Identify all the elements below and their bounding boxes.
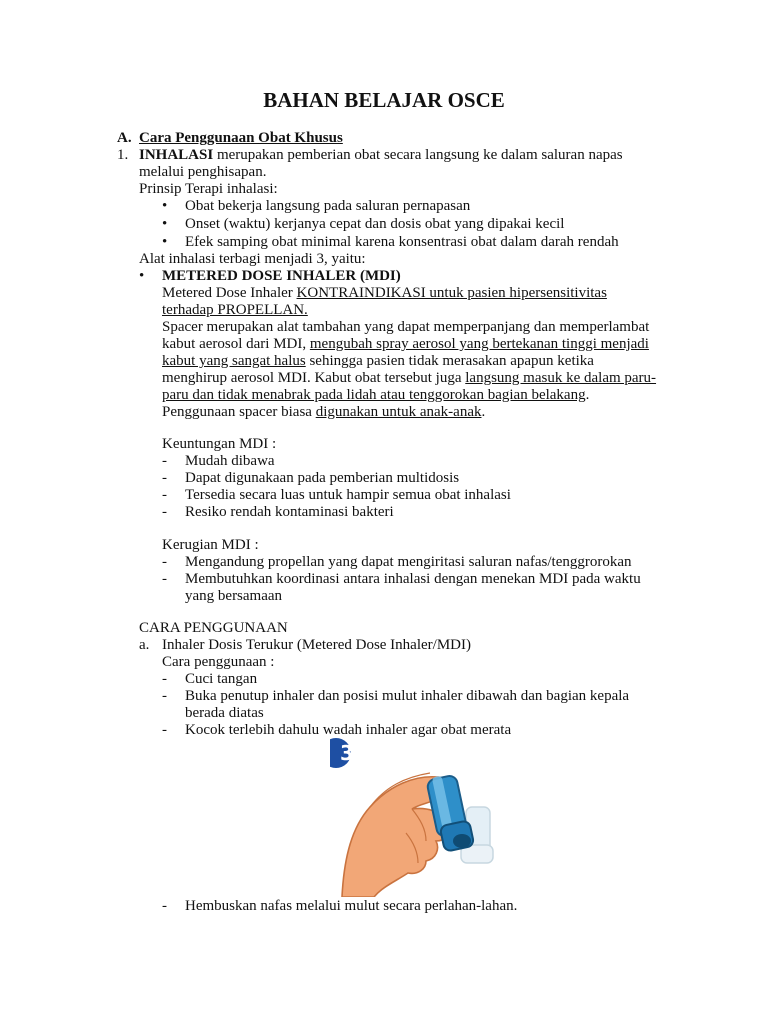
item-1-marker: 1.	[117, 147, 129, 163]
usage-step: Buka penutup inhaler dan posisi mulut inhaler dibawah dan bagian kepala	[185, 688, 630, 704]
mdi-text: sehingga pasien tidak merasakan apapun ketika	[305, 353, 594, 369]
advantage-item: Dapat digunakaan pada pemberian multidosis	[185, 470, 460, 486]
mdi-text: kabut aerosol dari MDI,	[162, 336, 310, 352]
step-number: 3	[340, 741, 354, 765]
mdi-line-7	[162, 387, 589, 404]
section-a-marker: A.	[117, 130, 132, 146]
dash: -	[162, 722, 167, 738]
mdi-line-5	[162, 353, 594, 370]
mdi-underlined-text: langsung masuk ke dalam paru-	[465, 370, 657, 386]
principle-item: Efek samping obat minimal karena konsentrasi obat dalam darah rendah	[185, 234, 619, 250]
inhalasi-term: INHALASI	[139, 147, 214, 163]
usage-last-step: Hembuskan nafas melalui mulut secara perlahan-lahan.	[185, 898, 518, 914]
bullet: •	[162, 216, 168, 232]
usage-step: Kocok terlebih dahulu wadah inhaler agar obat merata	[185, 722, 512, 738]
dash: -	[162, 688, 167, 704]
mdi-line-3: Spacer merupakan alat tambahan yang dapat memperpanjang dan memperlambat	[162, 319, 650, 335]
mdi-underlined-text: kabut yang sangat halus	[162, 353, 306, 369]
mdi-underlined-text: KONTRAINDIKASI untuk pasien hipersensitivitas	[296, 285, 607, 301]
bullet: •	[162, 198, 168, 214]
step-badge	[330, 738, 354, 768]
mdi-line-8	[162, 404, 485, 421]
disadvantage-item: Membutuhkan koordinasi antara inhalasi dengan menekan MDI pada waktu	[185, 571, 641, 587]
usage-step-cont: berada diatas	[185, 705, 264, 721]
mdi-line-6	[162, 370, 656, 387]
bullet: •	[162, 234, 168, 250]
mdi-text: .	[481, 404, 486, 420]
usage-sub-marker: a.	[139, 637, 150, 653]
inhalasi-definition: merupakan pemberian obat secara langsung ke dalam saluran napas	[213, 147, 623, 163]
mdi-line-4	[162, 336, 649, 353]
usage-step: Cuci tangan	[185, 671, 258, 687]
inhaler-illustration	[330, 737, 510, 897]
principle-label: Prinsip Terapi inhalasi:	[139, 181, 278, 197]
dash: -	[162, 898, 167, 914]
disadvantage-item-cont: yang bersamaan	[185, 588, 283, 604]
item-1-line-2: melalui penghisapan.	[139, 164, 267, 180]
dash: -	[162, 571, 167, 587]
mdi-text: Penggunaan spacer biasa	[162, 404, 316, 420]
disadvantage-item: Mengandung propellan yang dapat mengiritasi saluran nafas/tenggrorokan	[185, 554, 632, 570]
dash: -	[162, 453, 167, 469]
mdi-text: Metered Dose Inhaler	[162, 285, 297, 301]
page-title: BAHAN BELAJAR OSCE	[263, 88, 505, 112]
dash: -	[162, 671, 167, 687]
advantage-item: Mudah dibawa	[185, 453, 275, 469]
mdi-underlined-text: digunakan untuk anak-anak	[315, 404, 482, 420]
section-a-heading: Cara Penggunaan Obat Khusus	[139, 130, 343, 146]
mdi-text: .	[585, 387, 590, 403]
usage-label: Cara penggunaan :	[162, 654, 275, 670]
mdi-underlined-text: paru dan tidak menabrak pada lidah atau tenggorokan bagian belakang	[162, 387, 586, 403]
dash: -	[162, 487, 167, 503]
mdi-text: menghirup aerosol MDI. Kabut obat tersebut juga	[162, 370, 466, 386]
mdi-line-1	[162, 285, 607, 302]
dash: -	[162, 554, 167, 570]
advantage-item: Resiko rendah kontaminasi bakteri	[185, 504, 394, 520]
advantage-item: Tersedia secara luas untuk hampir semua obat inhalasi	[185, 487, 511, 503]
mdi-heading: METERED DOSE INHALER (MDI)	[162, 268, 401, 284]
item-1-line-1	[139, 147, 623, 164]
disadvantages-label: Kerugian MDI :	[162, 537, 259, 553]
dash: -	[162, 504, 167, 520]
tools-line: Alat inhalasi terbagi menjadi 3, yaitu:	[139, 251, 366, 267]
advantages-label: Keuntungan MDI :	[162, 436, 277, 452]
principle-item: Onset (waktu) kerjanya cepat dan dosis obat yang dipakai kecil	[185, 216, 565, 232]
dash: -	[162, 470, 167, 486]
mdi-underlined-text: mengubah spray aerosol yang bertekanan tinggi menjadi	[309, 336, 649, 352]
mdi-line-2: terhadap PROPELLAN.	[162, 302, 308, 318]
principle-item: Obat bekerja langsung pada saluran pernapasan	[185, 198, 471, 214]
usage-sub-heading: Inhaler Dosis Terukur (Metered Dose Inhaler/MDI)	[162, 637, 471, 653]
usage-heading: CARA PENGGUNAAN	[139, 620, 288, 636]
bullet: •	[139, 268, 145, 284]
